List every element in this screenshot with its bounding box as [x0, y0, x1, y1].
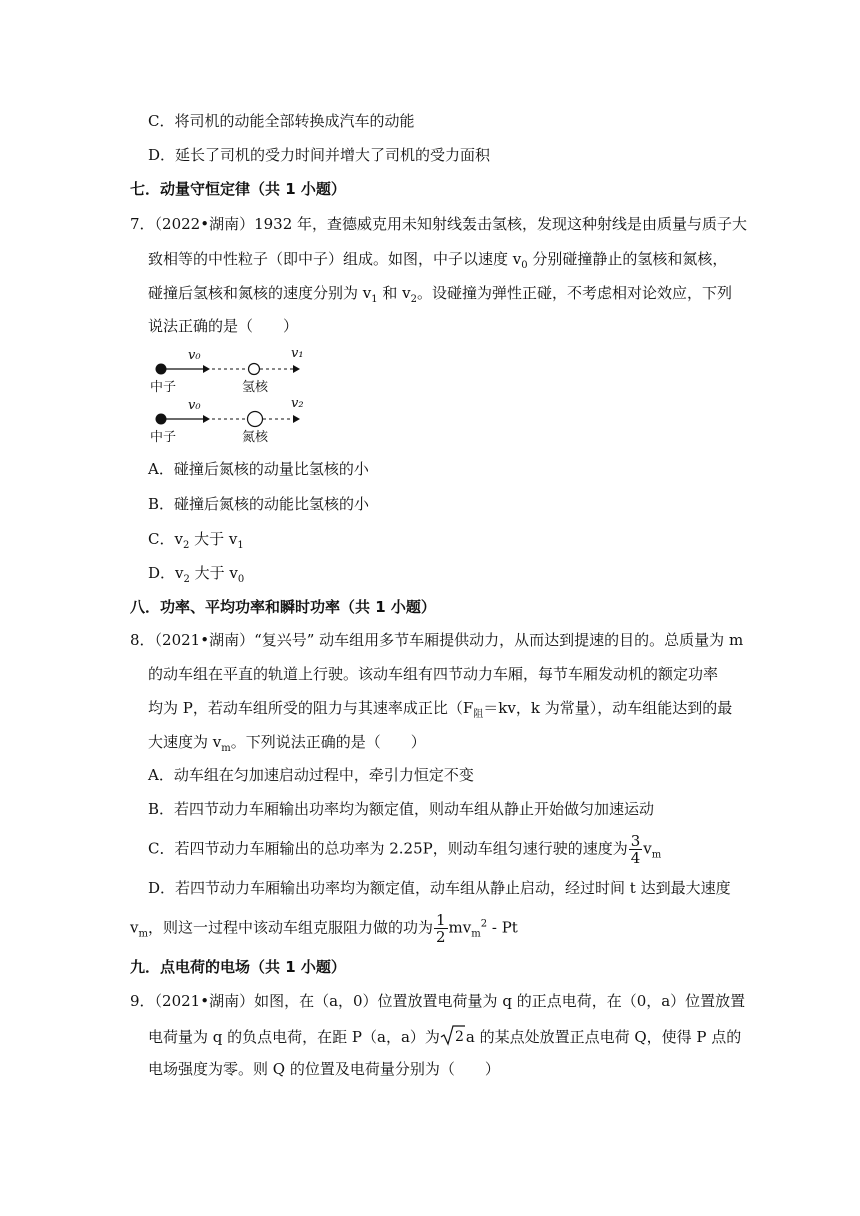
question-7-line-3: 碰撞后氢核和氮核的速度分别为 $v_1$ 和 $v_2$。设碰撞为弹性正碰，不考虑相对论效应，下列 — [148, 284, 733, 305]
section-heading-7: 七．动量守恒定律（共 1 小题） — [130, 180, 346, 198]
neutron-label-2: 中子 — [150, 430, 177, 445]
neutron-dot-1 — [156, 364, 167, 375]
question-9-line-2: 电荷量为 q 的负点电荷，在距 P（a，a）为 2 a 的某点处放置正点电荷 Q，使得 P 点的 — [148, 1024, 741, 1052]
nitrogen-label: 氮核 — [242, 430, 269, 445]
question-7-option-c: C．$v_2$ 大于 $v_1$ — [148, 530, 244, 551]
v0-label-1: v₀ — [188, 348, 201, 363]
collision-figure — [148, 343, 318, 453]
question-8-option-b: B．若四节动力车厢输出功率均为额定值，则动车组从静止开始做匀加速运动 — [148, 800, 655, 818]
fraction-three-quarters: $\frac{3}{4}$ — [630, 832, 641, 867]
option-d-prev: D．延长了司机的受力时间并增大了司机的受力面积 — [148, 146, 491, 164]
question-8-line-3: 均为 P，若动车组所受的阻力与其速率成正比（$F_阻=kv$，k 为常量），动车组能达到的最 — [148, 699, 733, 720]
neutron-label-1: 中子 — [150, 380, 177, 395]
option-c-prev: C．将司机的动能全部转换成汽车的动能 — [148, 112, 415, 130]
neutron-dot-2 — [156, 414, 167, 425]
v2-label: v₂ — [291, 396, 304, 411]
hydrogen-label: 氢核 — [242, 380, 269, 395]
section-heading-8: 八．功率、平均功率和瞬时功率（共 1 小题） — [130, 598, 436, 616]
question-8-option-d-line-1: D．若四节动力车厢输出功率均为额定值，动车组从静止启动，经过时间 t 达到最大速度 — [148, 879, 731, 897]
question-7-option-a: A．碰撞后氮核的动量比氢核的小 — [148, 460, 369, 478]
question-7-option-b: B．碰撞后氮核的动能比氢核的小 — [148, 495, 370, 513]
v1-label: v₁ — [291, 346, 304, 361]
question-8-line-2: 的动车组在平直的轨道上行驶。该动车组有四节动力车厢，每节车厢发动机的额定功率 — [148, 665, 719, 683]
section-heading-9: 九．点电荷的电场（共 1 小题） — [130, 958, 346, 976]
question-9-line-1: 9．（2021•湖南）如图，在（a，0）位置放置电荷量为 q 的正点电荷，在（0，a）位置放置 — [130, 992, 746, 1010]
question-8-line-4: 大速度为 $v_m$。下列说法正确的是（ ） — [148, 733, 426, 754]
question-8-option-a: A．动车组在匀加速启动过程中，牵引力恒定不变 — [148, 766, 474, 784]
v0-label-2: v₀ — [188, 398, 201, 413]
nitrogen-circle — [248, 412, 263, 427]
fraction-one-half: $\frac{1}{2}$ — [435, 911, 446, 946]
question-8-option-d-line-2: $v_m$，则这一过程中该动车组克服阻力做的功为 $\frac{1}{2}$ $mv_m^2$ - Pt — [130, 911, 518, 946]
question-7-line-2: 致相等的中性粒子（即中子）组成。如图，中子以速度 $v_0$ 分别碰撞静止的氢核和氮核， — [148, 250, 728, 271]
sqrt-two — [440, 1024, 466, 1052]
hydrogen-circle — [249, 364, 260, 375]
question-7-line-1: 7．（2022•湖南）1932 年，查德威克用未知射线轰击氢核，发现这种射线是由质量与质子大 — [130, 215, 748, 233]
svg-text:2: 2 — [454, 1029, 464, 1045]
question-7-line-4: 说法正确的是（ ） — [148, 317, 299, 335]
question-7-option-d: D．$v_2$ 大于 $v_0$ — [148, 564, 245, 585]
question-9-line-3: 电场强度为零。则 Q 的位置及电荷量分别为（ ） — [148, 1060, 500, 1078]
question-8-option-c: C．若四节动力车厢输出的总功率为 2.25P，则动车组匀速行驶的速度为 $\frac{3}{4}$ $v_m$ — [148, 832, 662, 867]
question-8-line-1: 8．（2021•湖南）“复兴号” 动车组用多节车厢提供动力，从而达到提速的目的。总质量为 m — [130, 631, 744, 649]
